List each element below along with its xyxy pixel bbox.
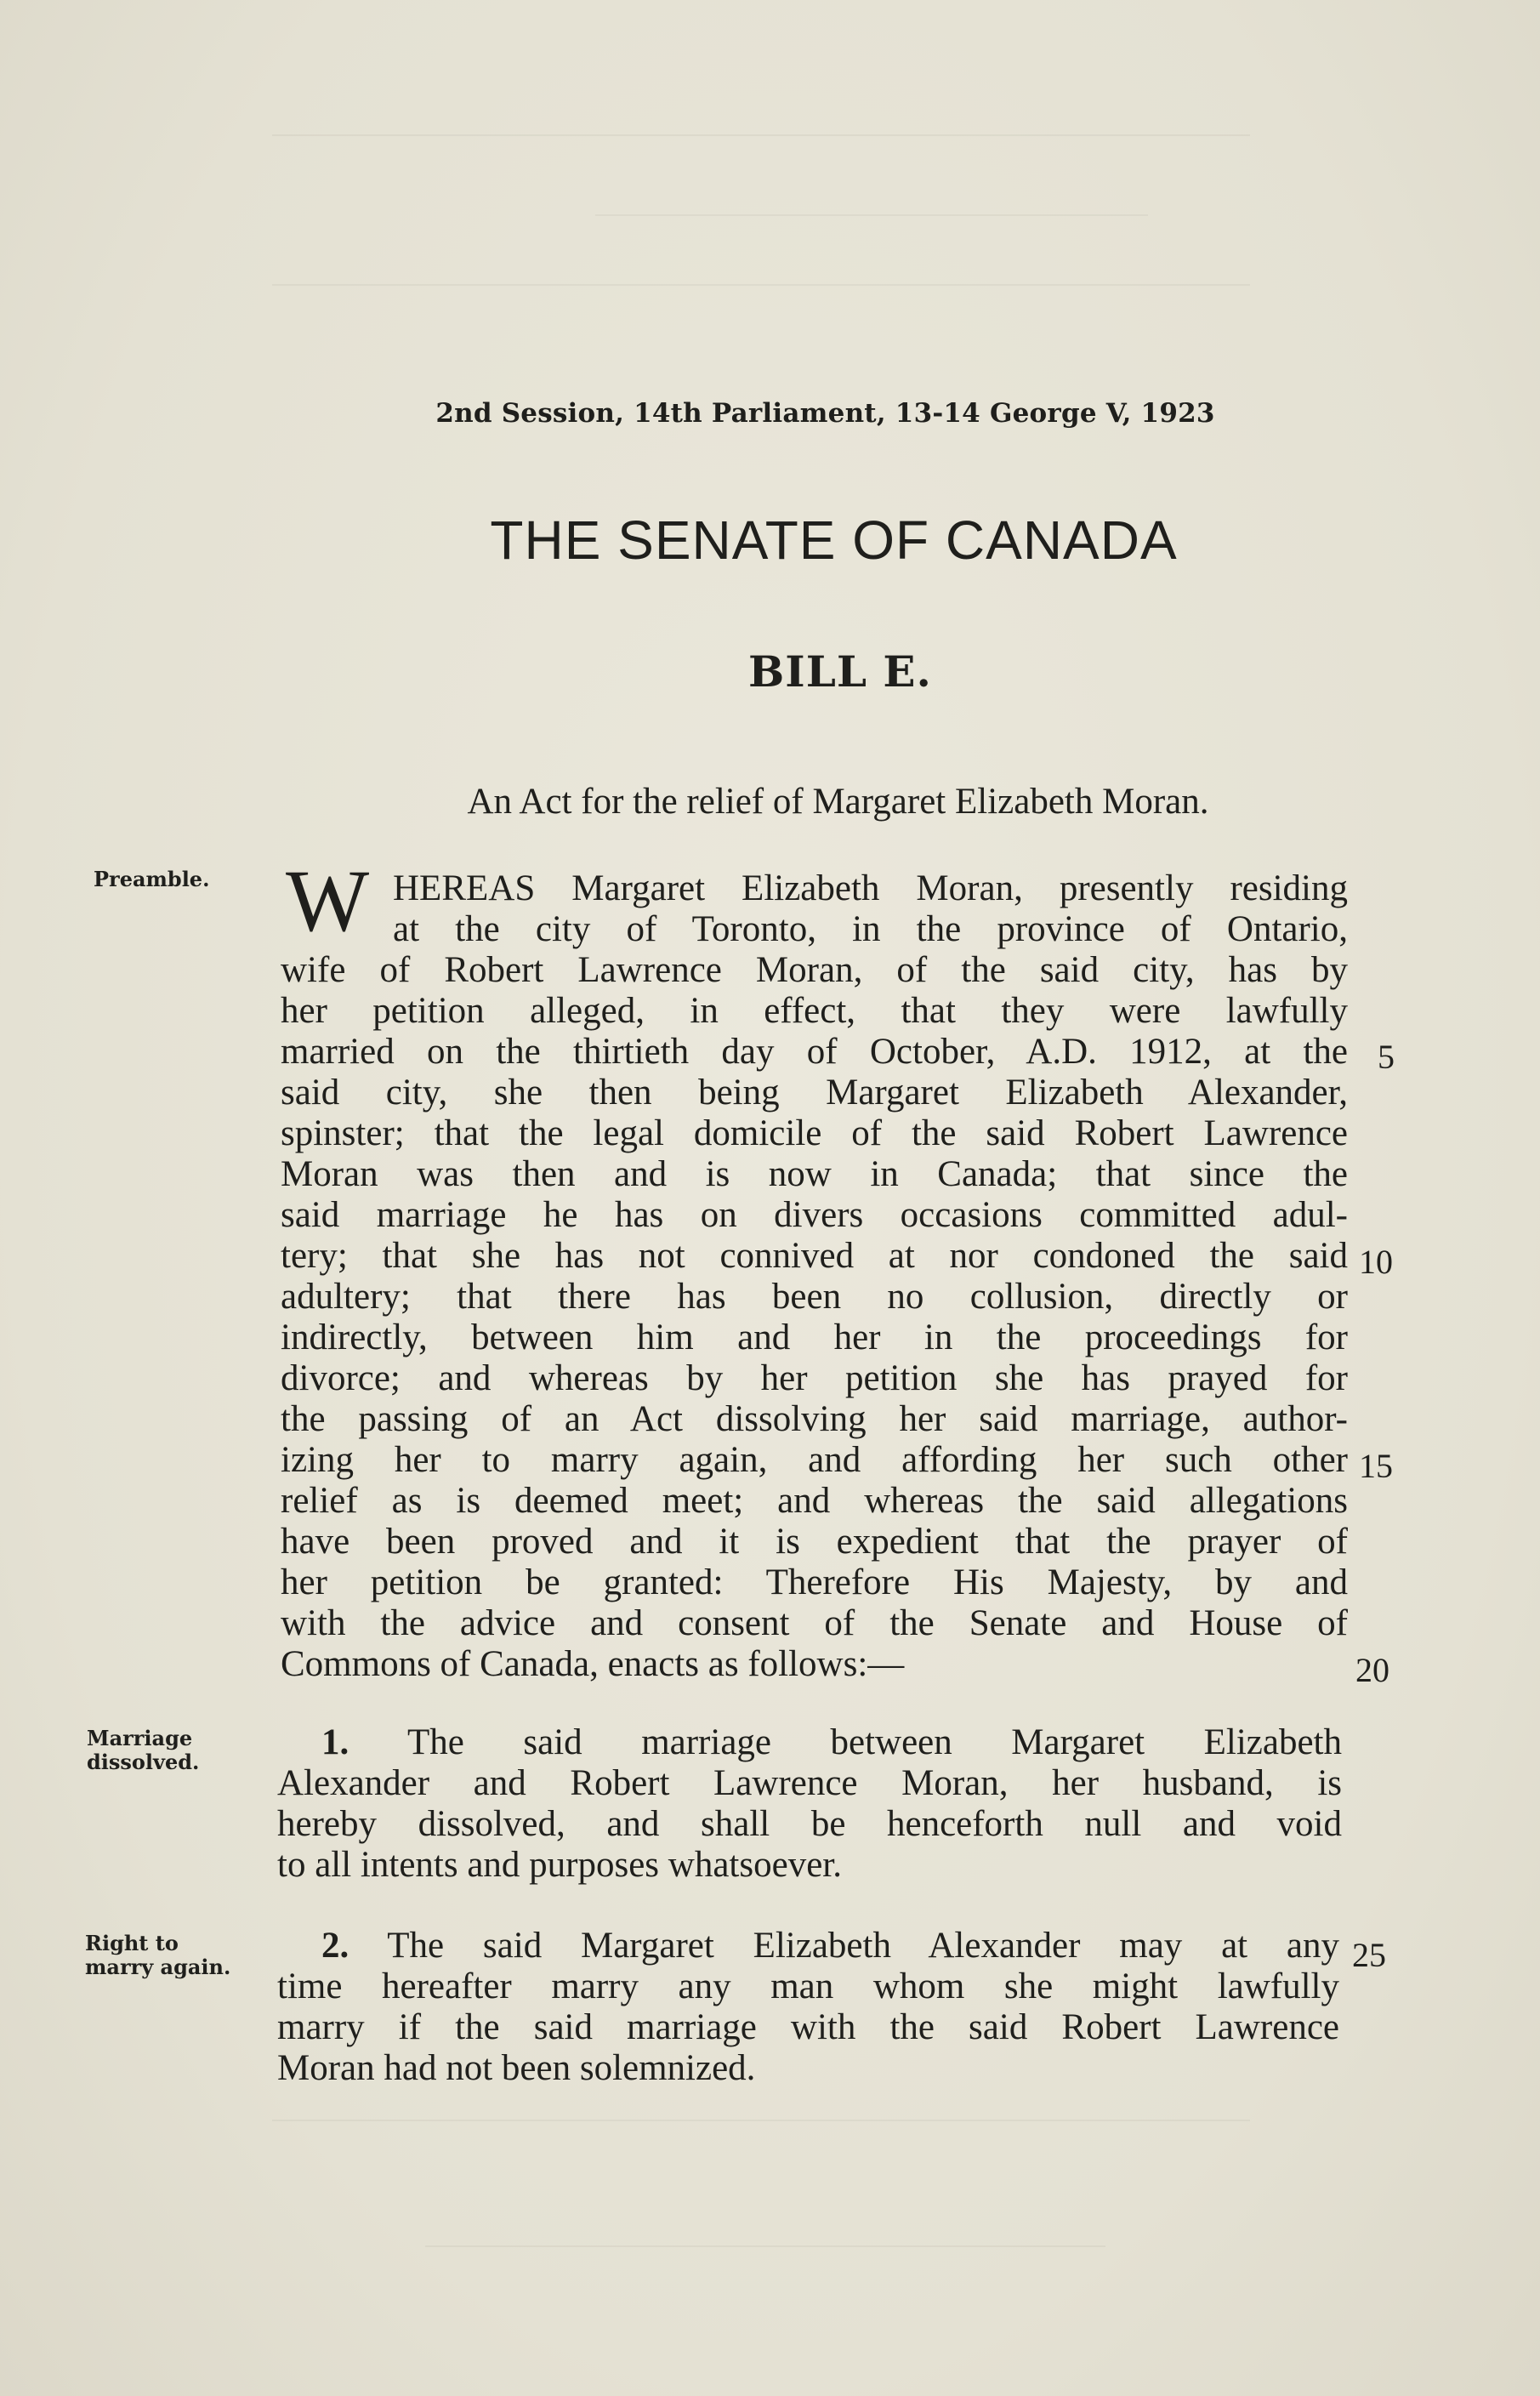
text-line: at the city of Toronto, in the province of Ontario, [393, 909, 1348, 949]
text-line: the passing of an Act dissolving her said marriage, author- [281, 1399, 1348, 1439]
bleed-through-mark [272, 2120, 1250, 2121]
margin-note-text: Marriage [87, 1726, 193, 1750]
text-line: marry if the said marriage with the said Robert Lawrence [277, 2007, 1339, 2047]
text-line: married on the thirtieth day of October, A.D. 1912, at the [281, 1032, 1348, 1072]
text-line: with the advice and consent of the Senate and House of [281, 1603, 1348, 1643]
text-line: indirectly, between him and her in the proceedings for [281, 1318, 1348, 1357]
institution-title: THE SENATE OF CANADA [490, 509, 1178, 571]
bill-title: BILL E. [748, 646, 932, 697]
bleed-through-mark [272, 284, 1250, 286]
bleed-through-mark [595, 214, 1148, 216]
text-line: divorce; and whereas by her petition she has prayed for [281, 1358, 1348, 1398]
margin-note-marriage-dissolved [87, 1727, 257, 1774]
text-line: wife of Robert Lawrence Moran, of the said city, has by [281, 950, 1348, 990]
margin-note-right-to-marry [85, 1932, 255, 1979]
text-line: to all intents and purposes whatsoever. [277, 1845, 842, 1885]
text-line: said city, she then being Margaret Elizabeth Alexander, [281, 1073, 1348, 1113]
dropcap: W [286, 852, 370, 950]
text-line: have been proved and it is expedient that the prayer of [281, 1522, 1348, 1562]
text-line: hereby dissolved, and shall be henceforth null and void [277, 1804, 1342, 1844]
session-line: 2nd Session, 14th Parliament, 13-14 George V, 1923 [435, 398, 1215, 429]
text-line: Moran had not been solemnized. [277, 2048, 756, 2088]
text-line: tery; that she has not connived at nor condoned the said [281, 1236, 1348, 1276]
text-line: spinster; that the legal domicile of the said Robert Lawrence [281, 1113, 1348, 1153]
text-line: izing her to marry again, and affording her such other [281, 1440, 1348, 1480]
line-number-15: 15 [1359, 1447, 1393, 1485]
line-number-20: 20 [1355, 1651, 1389, 1689]
act-title: An Act for the relief of Margaret Elizabeth Moran. [467, 782, 1209, 822]
text-line [321, 1926, 1339, 1966]
margin-note-text: dissolved. [87, 1750, 200, 1774]
text-line: relief as is deemed meet; and whereas the said allegations [281, 1481, 1348, 1521]
text-line: time hereafter marry any man whom she might lawfully [277, 1966, 1339, 2006]
bleed-through-mark [272, 134, 1250, 136]
margin-note-text: Preamble. [94, 867, 210, 891]
section-number: 1. [321, 1722, 349, 1762]
section-number: 2. [321, 1926, 349, 1966]
text-line: adultery; that there has been no collusion, directly or [281, 1277, 1348, 1317]
text-line: Alexander and Robert Lawrence Moran, her husband, is [277, 1763, 1342, 1803]
margin-note-text: Right to [85, 1931, 179, 1955]
line-number-10: 10 [1359, 1243, 1393, 1281]
line-number-5: 5 [1378, 1038, 1395, 1076]
text-line: Moran was then and is now in Canada; that since the [281, 1154, 1348, 1194]
text-line [321, 1722, 1342, 1763]
text-line: her petition be granted: Therefore His Majesty, by and [281, 1562, 1348, 1602]
line-number-25: 25 [1352, 1936, 1386, 1974]
section-text: The said marriage between Margaret Elizabeth [407, 1722, 1342, 1762]
text-line: HEREAS Margaret Elizabeth Moran, presently residing [393, 868, 1348, 908]
bleed-through-mark [425, 2245, 1105, 2247]
margin-note-preamble [94, 868, 264, 891]
text-line: her petition alleged, in effect, that they were lawfully [281, 991, 1348, 1031]
margin-note-text: marry again. [85, 1955, 231, 1979]
text-line: said marriage he has on divers occasions committed adul- [281, 1195, 1348, 1235]
text-line: Commons of Canada, enacts as follows:— [281, 1644, 905, 1684]
section-text: The said Margaret Elizabeth Alexander may at any [387, 1926, 1339, 1966]
